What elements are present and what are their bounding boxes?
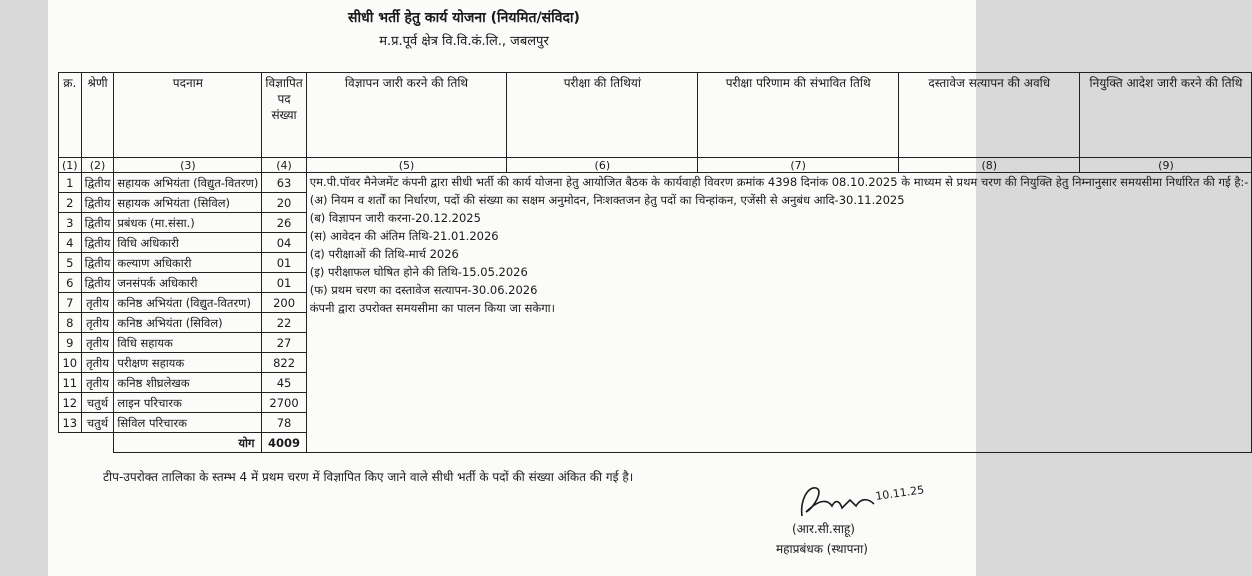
signature-date: 10.11.25 (874, 483, 925, 503)
row-sn: 12 (59, 393, 82, 413)
note-item-c: (स) आवेदन की अंतिम तिथि-21.01.2026 (309, 229, 499, 243)
signature-block (776, 478, 950, 576)
row-post: सिविल परिचारक (114, 413, 262, 433)
row-sn: 9 (59, 333, 82, 353)
row-post: सहायक अभियंता (विद्युत-वितरण) (114, 173, 262, 193)
note-item-f: (फ) प्रथम चरण का दस्तावेज सत्यापन-30.06.2026 (309, 283, 538, 297)
header-row (59, 73, 1252, 158)
row-sn: 11 (59, 373, 82, 393)
row-count: 20 (262, 193, 306, 213)
row-count: 01 (262, 253, 306, 273)
row-count: 78 (262, 413, 306, 433)
table-row (59, 173, 1252, 193)
recruitment-table (58, 72, 1252, 453)
row-count: 27 (262, 333, 306, 353)
row-category: द्वितीय (81, 213, 114, 233)
note-closing: कंपनी द्वारा उपरोक्त समयसीमा का पालन किया जा सकेगा। (309, 301, 556, 315)
row-category: तृतीय (81, 293, 114, 313)
row-count: 63 (262, 173, 306, 193)
signatory-designation: महाप्रबंधक (स्थापना) (776, 542, 868, 556)
header-result-date: परीक्षा परिणाम की संभावित तिथि (698, 73, 899, 158)
col-num: (9) (1080, 158, 1252, 173)
row-category: द्वितीय (81, 193, 114, 213)
header-exam-date: परीक्षा की तिथियां (507, 73, 698, 158)
row-post: जनसंपर्क अधिकारी (114, 273, 262, 293)
row-post: कनिष्ठ अभियंता (सिविल) (114, 313, 262, 333)
col-num: (8) (898, 158, 1080, 173)
row-count: 200 (262, 293, 306, 313)
row-count: 26 (262, 213, 306, 233)
row-category: द्वितीय (81, 273, 114, 293)
col-num: (3) (114, 158, 262, 173)
note-intro: एम.पी.पॉवर मैनेजमेंट कंपनी द्वारा सीधी भर्ती की कार्य योजना हेतु आयोजित बैठक के कार्यवाही विवरण क्रमांक 4398 दिनांक 08.10.2025 के माध्यम से प्रथम चरण की नियुक्ति हेतु निम्नानुसार समयसीमा निर्धारित की गई है:- (309, 175, 1249, 189)
row-category: चतुर्थ (81, 413, 114, 433)
header-category: श्रेणी (81, 73, 114, 158)
header-ad-date: विज्ञापन जारी करने की तिथि (306, 73, 507, 158)
row-count: 04 (262, 233, 306, 253)
row-sn: 5 (59, 253, 82, 273)
timeline-note (306, 173, 1252, 453)
footnote: टीप-उपरोक्त तालिका के स्तम्भ 4 में प्रथम चरण में विज्ञापित किए जाने वाले सीधी भर्ती के पदों की संख्या अंकित की गई है। (103, 470, 634, 484)
row-category: तृतीय (81, 353, 114, 373)
row-post: कनिष्ठ अभियंता (विद्युत-वितरण) (114, 293, 262, 313)
row-sn: 3 (59, 213, 82, 233)
row-post: सहायक अभियंता (सिविल) (114, 193, 262, 213)
row-post: लाइन परिचारक (114, 393, 262, 413)
note-item-e: (इ) परीक्षाफल घोषित होने की तिथि-15.05.2026 (309, 265, 528, 279)
col-num: (7) (698, 158, 899, 173)
row-sn: 7 (59, 293, 82, 313)
col-num: (6) (507, 158, 698, 173)
note-item-b: (ब) विज्ञापन जारी करना-20.12.2025 (309, 211, 481, 225)
row-sn: 1 (59, 173, 82, 193)
row-category: द्वितीय (81, 233, 114, 253)
header-count: विज्ञापित पद संख्या (262, 73, 306, 158)
row-category: द्वितीय (81, 253, 114, 273)
col-num: (4) (262, 158, 306, 173)
row-post: कल्याण अधिकारी (114, 253, 262, 273)
header-appointment: नियुक्ति आदेश जारी करने की तिथि (1080, 73, 1252, 158)
col-num: (2) (81, 158, 114, 173)
row-sn: 4 (59, 233, 82, 253)
row-sn: 8 (59, 313, 82, 333)
row-category: चतुर्थ (81, 393, 114, 413)
total-label: योग (114, 433, 262, 453)
row-post: कनिष्ठ शीघ्रलेखक (114, 373, 262, 393)
col-num: (1) (59, 158, 82, 173)
row-sn: 2 (59, 193, 82, 213)
note-item-a: (अ) नियम व शर्तों का निर्धारण, पदों की संख्या का सक्षम अनुमोदन, निःशक्तजन हेतु पदों का चिन्हांकन, एजेंसी से अनुबंध आदि-30.11.2025 (309, 193, 905, 207)
row-post: विधि सहायक (114, 333, 262, 353)
document-subtitle: म.प्र.पूर्व क्षेत्र वि.वि.कं.लि., जबलपुर (379, 34, 549, 49)
row-sn: 10 (59, 353, 82, 373)
header-sn: क्र. (59, 73, 82, 158)
document-title: सीधी भर्ती हेतु कार्य योजना (नियमित/संविदा) (348, 10, 580, 26)
row-category: तृतीय (81, 313, 114, 333)
row-count: 822 (262, 353, 306, 373)
row-count: 01 (262, 273, 306, 293)
col-num: (5) (306, 158, 507, 173)
row-category: तृतीय (81, 373, 114, 393)
total-value: 4009 (262, 433, 306, 453)
header-verification: दस्तावेज सत्यापन की अवधि (898, 73, 1080, 158)
header-post: पदनाम (114, 73, 262, 158)
row-category: तृतीय (81, 333, 114, 353)
note-item-d: (द) परीक्षाओं की तिथि-मार्च 2026 (309, 247, 459, 261)
row-category: द्वितीय (81, 173, 114, 193)
row-sn: 13 (59, 413, 82, 433)
row-post: प्रबंधक (मा.संसा.) (114, 213, 262, 233)
row-post: विधि अधिकारी (114, 233, 262, 253)
row-post: परीक्षण सहायक (114, 353, 262, 373)
signatory-name: (आर.सी.साहू) (792, 522, 855, 536)
signature-mark (780, 478, 925, 522)
row-count: 45 (262, 373, 306, 393)
row-sn: 6 (59, 273, 82, 293)
column-number-row (59, 158, 1252, 173)
row-count: 22 (262, 313, 306, 333)
row-count: 2700 (262, 393, 306, 413)
